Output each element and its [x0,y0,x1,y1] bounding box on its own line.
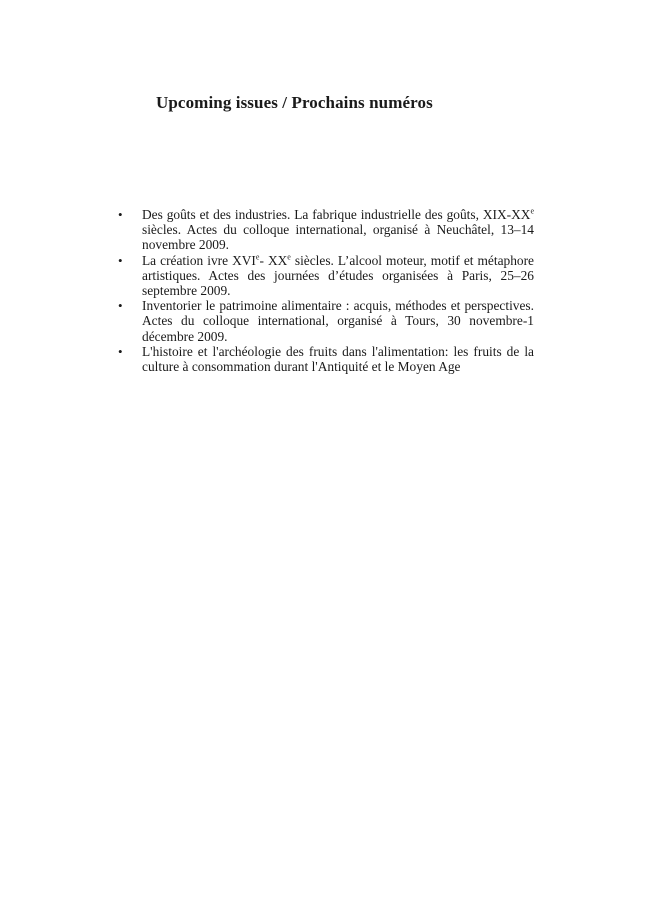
issue-text-part: siècles. L’alcool moteur, motif et métaphore artistiques. Actes des journées d’études organisées à Paris, 25–26 septembre 2009. [142,252,534,299]
issue-text [142,344,534,374]
upcoming-issues-list [118,207,534,374]
page-title: Upcoming issues / Prochains numéros [156,93,433,112]
issue-text-part: siècles. Actes du colloque international, organisé à Neuchâtel, 13–14 novembre 2009. [142,222,534,253]
issue-text [142,207,534,252]
list-item [118,344,534,374]
superscript: e [255,252,260,262]
list-item [118,253,534,299]
issue-text-part: La création ivre XVI [142,252,256,268]
list-item [118,298,534,344]
issue-text-part: - XX [259,252,288,268]
issue-text-part: Inventorier le patrimoine alimentaire : acquis, méthodes et perspectives. Actes du colloque international, organisé à Tours, 30 novembre-1 décembre 2009. [142,298,534,344]
superscript: e [530,206,534,216]
superscript: e [287,252,291,262]
bullet-icon: • [118,207,123,222]
issue-text [142,253,534,298]
issue-text-part: Des goûts et des industries. La fabrique industrielle des goûts, XIX-XX [142,207,531,222]
issue-text [142,298,534,343]
issue-text-part: L'histoire et l'archéologie des fruits dans l'alimentation: les fruits de la culture à consommation durant l'Antiquité et le Moyen Age [142,343,534,375]
bullet-icon: • [118,343,123,359]
bullet-icon: • [118,252,123,268]
bullet-icon: • [118,298,123,314]
list-item [118,207,534,253]
